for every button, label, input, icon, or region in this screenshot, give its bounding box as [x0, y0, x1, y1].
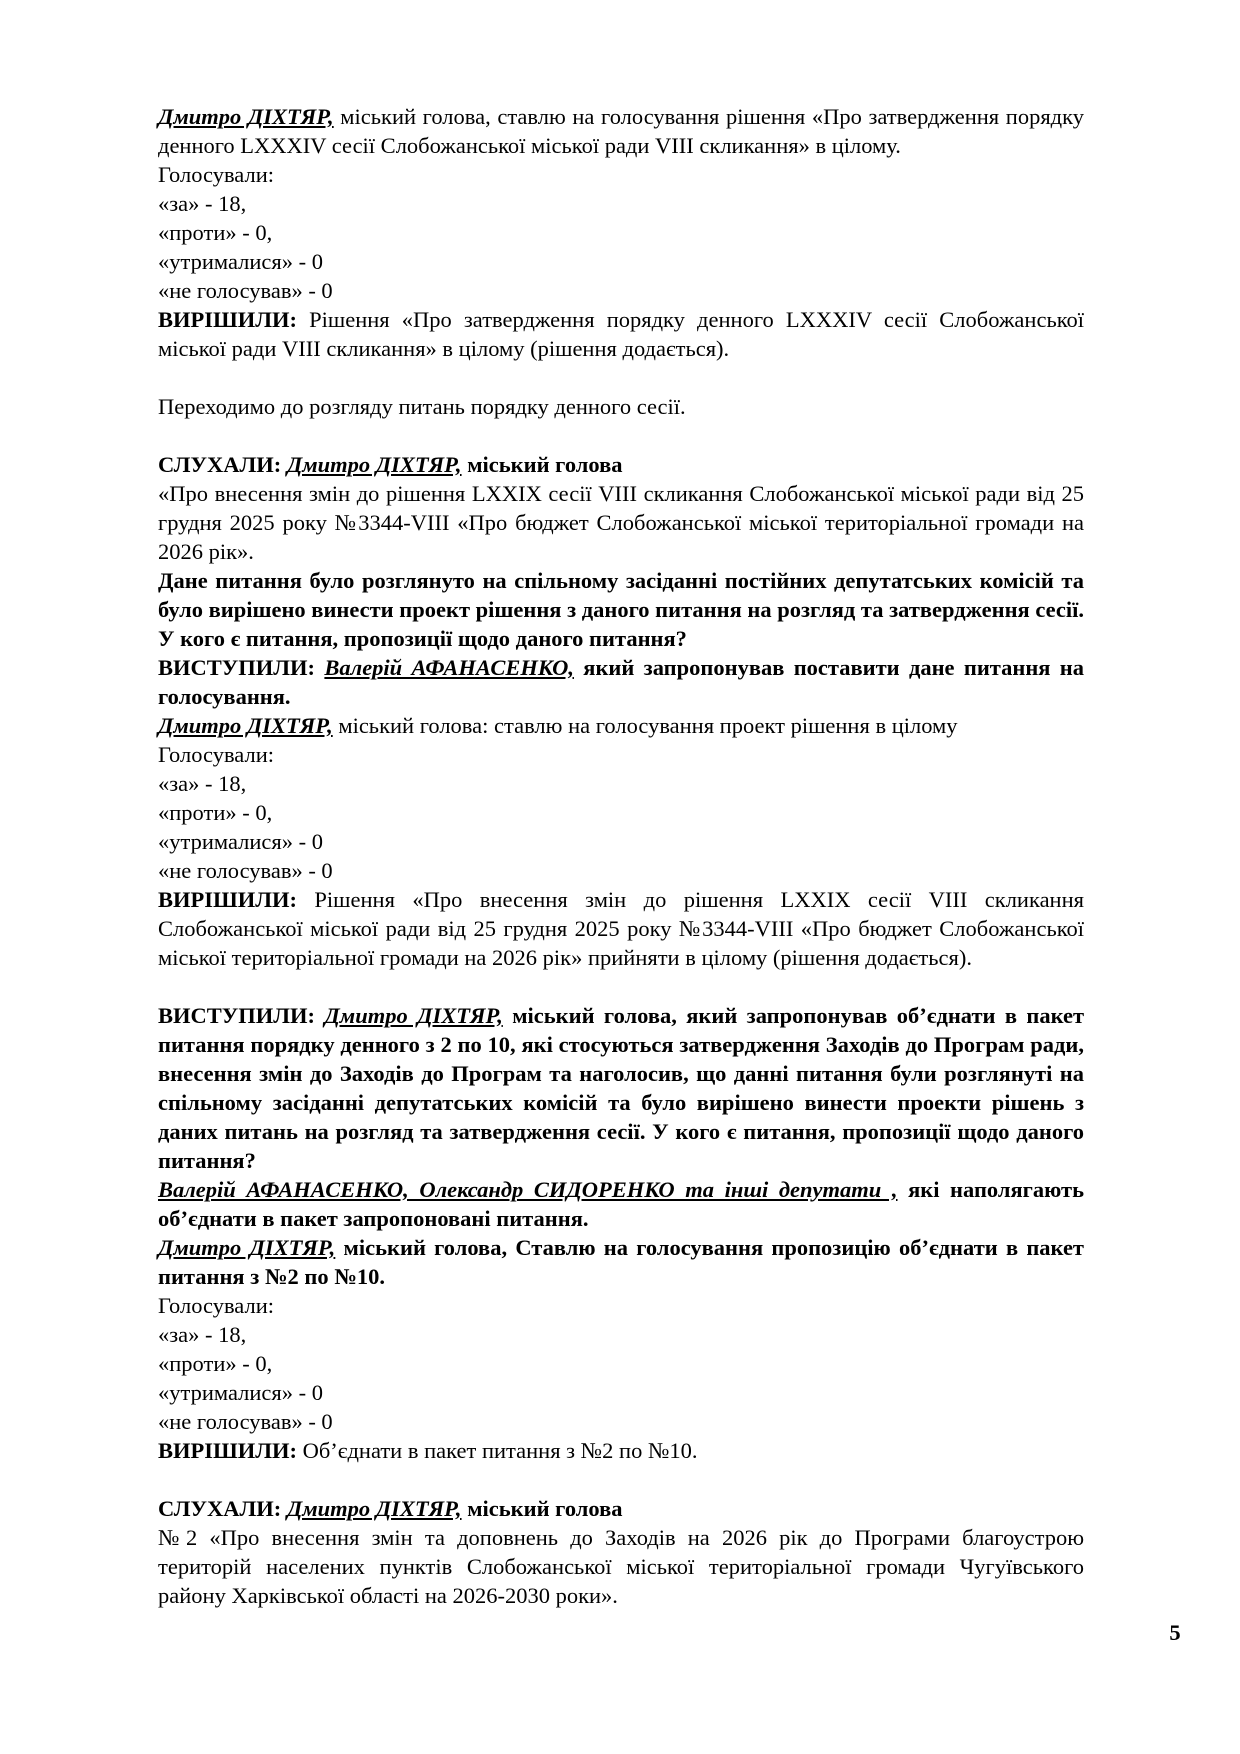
speaker-name: Дмитро ДІХТЯР, — [286, 1496, 462, 1521]
votes-label-line — [158, 160, 1084, 189]
votes-label: Голосували: — [158, 742, 274, 767]
speaker-role: міський голова — [461, 452, 623, 477]
decision-label: ВИРІШИЛИ: — [158, 1438, 297, 1463]
blank-line — [158, 1465, 1084, 1494]
speaker-name: Дмитро ДІХТЯР, — [324, 1003, 503, 1028]
vote-against: «проти» - 0, — [158, 800, 273, 825]
votes-label: Голосували: — [158, 162, 274, 187]
mayor-package-vote-paragraph — [158, 1233, 1084, 1291]
vote-notvoted-line — [158, 856, 1084, 885]
spoke-1-paragraph — [158, 653, 1084, 711]
heard-1-header — [158, 450, 1084, 479]
vote-abstained: «утрималися» - 0 — [158, 1380, 324, 1405]
speaker-names: Валерій АФАНАСЕНКО, Олександр СИДОРЕНКО та інші депутати , — [158, 1177, 898, 1202]
question-text: «Про внесення змін до рішення LXXIX сесії VIII скликання Слобожанської міської ради від 25 грудня 2025 року №3344-VIII «Про бюджет Слобожанської міської територіальної громади на 2026 рік». — [158, 481, 1084, 564]
blank-line — [158, 972, 1084, 1001]
decision-budget-paragraph — [158, 885, 1084, 972]
speaker-name: Дмитро ДІХТЯР, — [158, 1235, 336, 1260]
vote-against-line — [158, 1349, 1084, 1378]
vote-abstained-line — [158, 827, 1084, 856]
speech-text: міський голова, який запропонував об’єднати в пакет питання порядку денного з 2 по 10, які стосуються затвердження Заходів до Програм ради, внесення змін до Заходів до Програм та наголосив, що данні питання були розглянуті на спільному засіданні депутатських комісій та було вирішено винести проекти рішень з даних питань на розгляд та затвердження сесії. У кого є питання, пропозиції щодо даного питання? — [158, 1003, 1085, 1173]
note-text: Дане питання було розглянуто на спільному засіданні постійних депутатських комісій та було вирішено винести проект рішення з даного питання на розгляд та затвердження сесії. У кого є питання, пропозиції щодо даного питання? — [158, 568, 1084, 651]
vote-abstained: «утрималися» - 0 — [158, 829, 324, 854]
decision-agenda-paragraph — [158, 305, 1084, 363]
speaker-name: Дмитро ДІХТЯР, — [286, 452, 462, 477]
vote-notvoted-line — [158, 276, 1084, 305]
blank-line — [158, 421, 1084, 450]
vote-for-line — [158, 769, 1084, 798]
speaker-role: міський голова — [461, 1496, 623, 1521]
question-text: №2 «Про внесення змін та доповнень до Заходів на 2026 рік до Програми благоустрою територій населених пунктів Слобожанської міської територіальної громади Чугуївського району Харківської області на 2026-2030 роки». — [158, 1525, 1084, 1608]
speaker-name: Дмитро ДІХТЯР, — [158, 713, 333, 738]
vote-notvoted: «не голосував» - 0 — [158, 1409, 333, 1434]
vote-notvoted: «не голосував» - 0 — [158, 858, 333, 883]
decision-text: Об’єднати в пакет питання з №2 по №10. — [296, 1438, 698, 1463]
vote-against: «проти» - 0, — [158, 220, 273, 245]
decision-label: ВИРІШИЛИ: — [158, 307, 297, 332]
deputies-support-paragraph — [158, 1175, 1084, 1233]
question-2-title — [158, 1523, 1084, 1610]
speech-text: який запропонував поставити дане питання на голосування. — [158, 655, 1085, 709]
speech-text: міський голова: ставлю на голосування проект рішення в цілому — [332, 713, 958, 738]
votes-label-line — [158, 740, 1084, 769]
question-1-title — [158, 479, 1084, 566]
vote-notvoted-line — [158, 1407, 1084, 1436]
speech-text: міський голова, Ставлю на голосування пропозицію об’єднати в пакет питання з №2 по №10. — [158, 1235, 1084, 1289]
speaker-name: Дмитро ДІХТЯР, — [158, 104, 334, 129]
vote-for: «за» - 18, — [158, 191, 247, 216]
votes-label-line — [158, 1291, 1084, 1320]
heard-label: СЛУХАЛИ: — [158, 1496, 282, 1521]
vote-against-line — [158, 218, 1084, 247]
transition-paragraph — [158, 392, 1084, 421]
heard-label: СЛУХАЛИ: — [158, 452, 282, 477]
vote-abstained: «утрималися» - 0 — [158, 249, 324, 274]
decision-package-paragraph — [158, 1436, 1084, 1465]
mayor-vote-agenda-paragraph — [158, 102, 1084, 160]
decision-text: Рішення «Про затвердження порядку денного LXXXIV сесії Слобожанської міської ради VIII скликання» в цілому (рішення додається). — [158, 307, 1084, 361]
vote-notvoted: «не голосував» - 0 — [158, 278, 333, 303]
vote-for-line — [158, 189, 1084, 218]
mayor-puts-to-vote-paragraph — [158, 711, 1084, 740]
vote-for: «за» - 18, — [158, 1322, 247, 1347]
spoke-2-paragraph — [158, 1001, 1084, 1175]
speech-text: які наполягають об’єднати в пакет запропоновані питання. — [158, 1177, 1084, 1231]
vote-against: «проти» - 0, — [158, 1351, 273, 1376]
votes-label: Голосували: — [158, 1293, 274, 1318]
vote-against-line — [158, 798, 1084, 827]
decision-label: ВИРІШИЛИ: — [158, 887, 297, 912]
vote-for: «за» - 18, — [158, 771, 247, 796]
speech-text: міський голова, ставлю на голосування рішення «Про затвердження порядку денного LXXXIV сесії Слобожанської міської ради VIII скликання» в цілому. — [158, 104, 1084, 158]
document-content — [158, 102, 1084, 1610]
vote-for-line — [158, 1320, 1084, 1349]
page-number: 5 — [1169, 1620, 1181, 1645]
decision-text: Рішення «Про внесення змін до рішення LXXIX сесії VIII скликання Слобожанської міської ради від 25 грудня 2025 року №3344-VIII «Про бюджет Слобожанської міської територіальної громади на 2026 рік» прийняти в цілому (рішення додається). — [158, 887, 1084, 970]
vote-abstained-line — [158, 1378, 1084, 1407]
blank-line — [158, 363, 1084, 392]
heard-2-header — [158, 1494, 1084, 1523]
speaker-name: Валерій АФАНАСЕНКО, — [324, 655, 574, 680]
transition-text: Переходимо до розгляду питань порядку денного сесії. — [158, 394, 686, 419]
question-1-note — [158, 566, 1084, 653]
vote-abstained-line — [158, 247, 1084, 276]
spoke-label: ВИСТУПИЛИ: — [158, 1003, 316, 1028]
spoke-label: ВИСТУПИЛИ: — [158, 655, 316, 680]
